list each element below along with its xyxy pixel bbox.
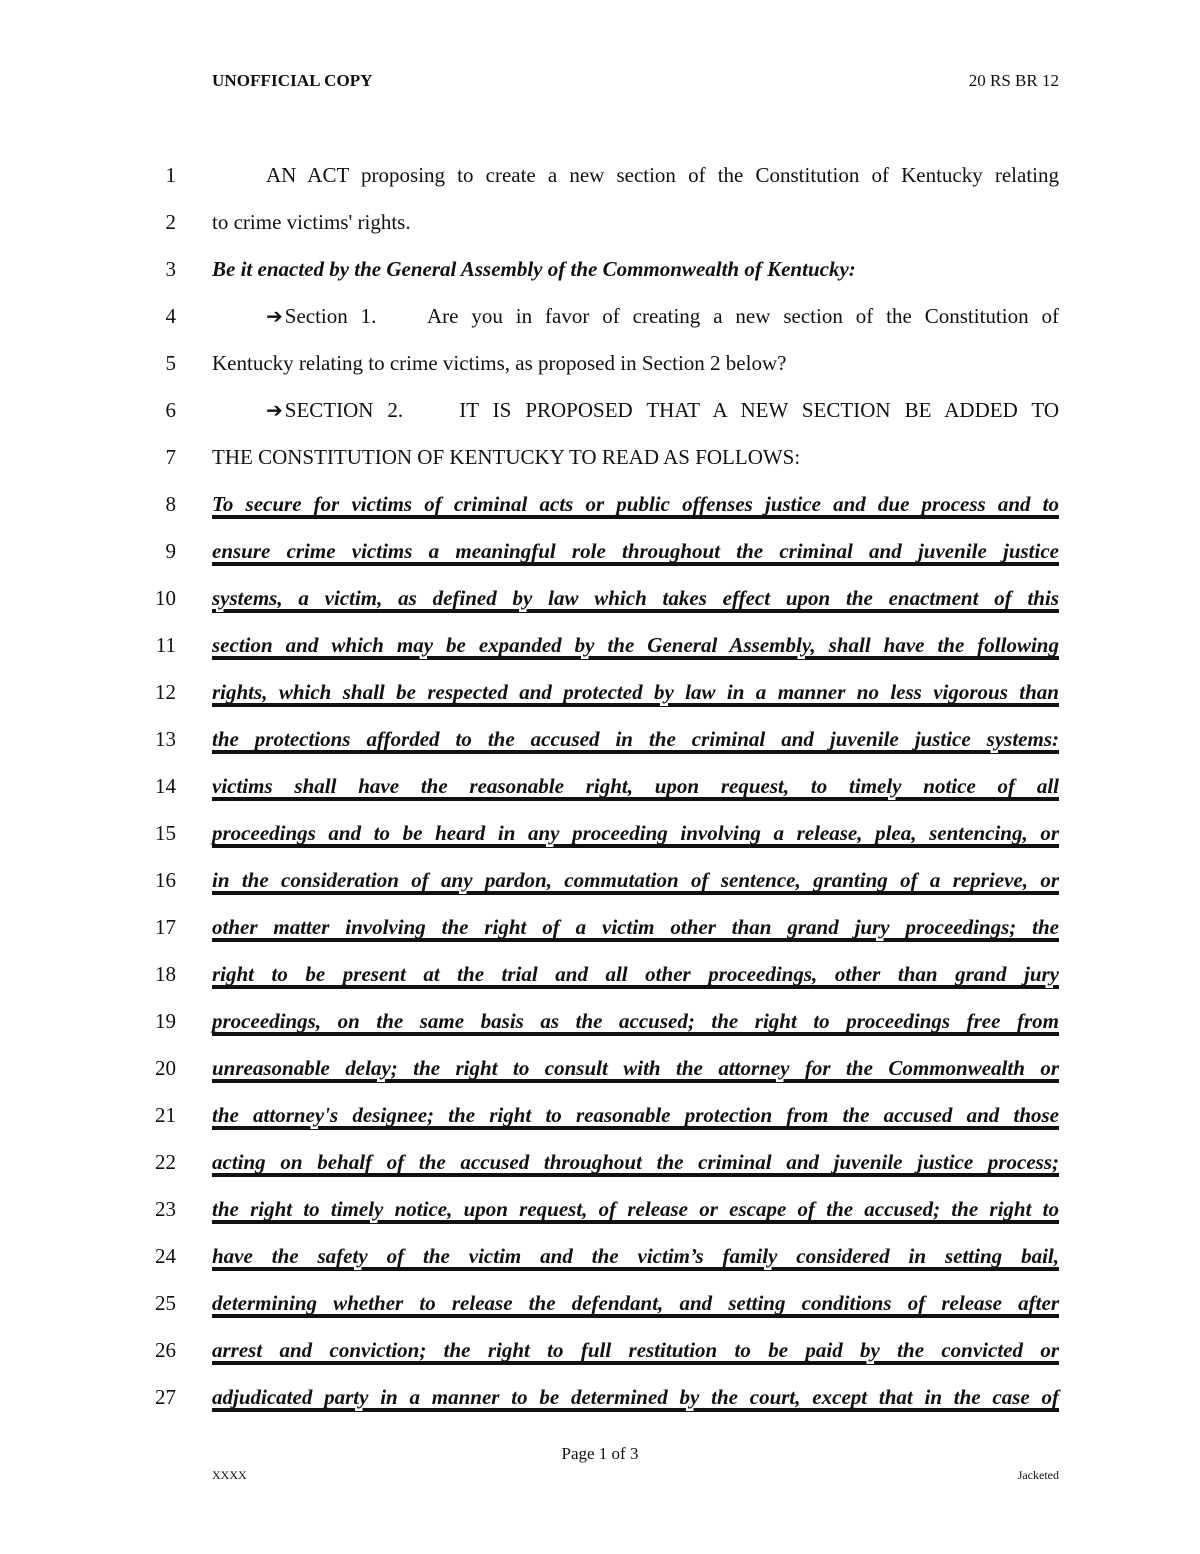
- new-text-line: [212, 1382, 1059, 1412]
- line-2: [0, 207, 1200, 254]
- underlined-new-text: in the consideration of any pardon, commutation of sentence, granting of a reprieve, or: [212, 868, 1059, 895]
- line-number: 7: [165, 445, 176, 469]
- new-text-line: [212, 818, 1059, 848]
- line-23: [0, 1194, 1200, 1241]
- line-text: AN ACT proposing to create a new section of the Constitution of Kentucky relating: [266, 163, 1059, 187]
- line-number: 17: [155, 915, 176, 939]
- underlined-new-text: other matter involving the right of a victim other than grand jury proceedings; the: [212, 915, 1059, 942]
- line-number: 15: [155, 821, 176, 845]
- new-text-line: [212, 1053, 1059, 1083]
- line-24: [0, 1241, 1200, 1288]
- line-number: 13: [155, 727, 176, 751]
- underlined-new-text: the attorney's designee; the right to reasonable protection from the accused and those: [212, 1103, 1059, 1130]
- section-2-heading: [212, 395, 1059, 425]
- line-number: 27: [155, 1385, 176, 1409]
- line-21: [0, 1100, 1200, 1147]
- new-text-line: [212, 583, 1059, 613]
- underlined-new-text: ensure crime victims a meaningful role throughout the criminal and juvenile justice: [212, 539, 1059, 566]
- new-text-line: [212, 630, 1059, 660]
- underlined-new-text: unreasonable delay; the right to consult with the attorney for the Commonwealth or: [212, 1056, 1059, 1083]
- line-number: 23: [155, 1197, 176, 1221]
- underlined-new-text: systems, a victim, as defined by law which takes effect upon the enactment of this: [212, 586, 1059, 613]
- line-text: THE CONSTITUTION OF KENTUCKY TO READ AS FOLLOWS:: [212, 445, 801, 469]
- new-text-line: [212, 724, 1059, 754]
- new-text-line: [212, 959, 1059, 989]
- underlined-new-text: rights, which shall be respected and protected by law in a manner no less vigorous than: [212, 680, 1059, 707]
- new-text-line: [212, 1194, 1059, 1224]
- line-number: 22: [155, 1150, 176, 1174]
- line-16: [0, 865, 1200, 912]
- line-number: 25: [155, 1291, 176, 1315]
- header-bill-number: 20 RS BR 12: [968, 71, 1059, 90]
- header-unofficial-copy: UNOFFICIAL COPY: [212, 71, 373, 90]
- line-3: [0, 254, 1200, 301]
- line-number: 14: [155, 774, 176, 798]
- line-number: 21: [155, 1103, 176, 1127]
- line-number: 26: [155, 1338, 176, 1362]
- underlined-new-text: victims shall have the reasonable right, upon request, to timely notice of all: [212, 774, 1059, 801]
- line-number: 6: [165, 398, 176, 422]
- new-text-line: [212, 1335, 1059, 1365]
- new-text-line: [212, 1147, 1059, 1177]
- line-text: Section 1. Are you in favor of creating a new section of the Constitution of: [284, 304, 1059, 328]
- new-text-line: [212, 536, 1059, 566]
- line-1: [0, 160, 1200, 207]
- underlined-new-text: proceedings and to be heard in any proceeding involving a release, plea, sentencing, or: [212, 821, 1059, 848]
- line-number: 4: [165, 304, 176, 328]
- line-22: [0, 1147, 1200, 1194]
- arrow-right-icon: ➔: [266, 304, 283, 328]
- new-text-line: [212, 1006, 1059, 1036]
- line-number: 10: [155, 586, 176, 610]
- new-text-line: [212, 1288, 1059, 1318]
- line-19: [0, 1006, 1200, 1053]
- line-12: [0, 677, 1200, 724]
- underlined-new-text: the protections afforded to the accused in the criminal and juvenile justice systems:: [212, 727, 1059, 754]
- line-8: [0, 489, 1200, 536]
- underlined-new-text: have the safety of the victim and the victim’s family considered in setting bail,: [212, 1244, 1059, 1271]
- underlined-new-text: proceedings, on the same basis as the accused; the right to proceedings free from: [212, 1009, 1059, 1036]
- underlined-new-text: determining whether to release the defendant, and setting conditions of release after: [212, 1291, 1059, 1318]
- new-text-line: [212, 1241, 1059, 1271]
- underlined-new-text: section and which may be expanded by the General Assembly, shall have the following: [212, 633, 1059, 660]
- line-10: [0, 583, 1200, 630]
- line-5: [0, 348, 1200, 395]
- new-text-line: [212, 1100, 1059, 1130]
- page-number: Page 1 of 3: [561, 1444, 639, 1463]
- line-number: 3: [165, 257, 176, 281]
- line-number: 9: [165, 539, 176, 563]
- footer-code: XXXX: [212, 1468, 247, 1482]
- line-14: [0, 771, 1200, 818]
- line-6: [0, 395, 1200, 442]
- line-number: 20: [155, 1056, 176, 1080]
- line-7: [0, 442, 1200, 489]
- enacting-clause: Be it enacted by the General Assembly of the Commonwealth of Kentucky:: [212, 257, 856, 281]
- line-26: [0, 1335, 1200, 1382]
- line-18: [0, 959, 1200, 1006]
- section-1-heading: [212, 301, 1059, 331]
- line-number: 1: [165, 163, 176, 187]
- new-text-line: [212, 912, 1059, 942]
- footer-status: Jacketed: [1017, 1468, 1059, 1482]
- line-20: [0, 1053, 1200, 1100]
- line-9: [0, 536, 1200, 583]
- line-17: [0, 912, 1200, 959]
- underlined-new-text: adjudicated party in a manner to be determined by the court, except that in the case of: [212, 1385, 1059, 1412]
- line-27: [0, 1382, 1200, 1429]
- line-15: [0, 818, 1200, 865]
- line-11: [0, 630, 1200, 677]
- underlined-new-text: the right to timely notice, upon request, of release or escape of the accused; the right to: [212, 1197, 1059, 1224]
- underlined-new-text: right to be present at the trial and all other proceedings, other than grand jury: [212, 962, 1059, 989]
- new-text-line: [212, 771, 1059, 801]
- line-25: [0, 1288, 1200, 1335]
- underlined-new-text: arrest and conviction; the right to full restitution to be paid by the convicted or: [212, 1338, 1059, 1365]
- new-text-line: [212, 865, 1059, 895]
- line-text: SECTION 2. IT IS PROPOSED THAT A NEW SECTION BE ADDED TO: [284, 398, 1059, 422]
- line-text: to crime victims' rights.: [212, 210, 411, 234]
- line-number: 19: [155, 1009, 176, 1033]
- underlined-new-text: acting on behalf of the accused throughout the criminal and juvenile justice process;: [212, 1150, 1059, 1177]
- line-number: 8: [165, 492, 176, 516]
- line-number: 24: [155, 1244, 176, 1268]
- line-number: 11: [155, 633, 176, 657]
- new-text-line: [212, 489, 1059, 519]
- line-number: 12: [155, 680, 176, 704]
- line-number: 18: [155, 962, 176, 986]
- line-number: 2: [165, 210, 176, 234]
- line-4: [0, 301, 1200, 348]
- line-number: 16: [155, 868, 176, 892]
- underlined-new-text: To secure for victims of criminal acts or public offenses justice and due process and to: [212, 492, 1059, 519]
- arrow-right-icon: ➔: [266, 398, 283, 422]
- new-text-line: [212, 677, 1059, 707]
- line-text: Kentucky relating to crime victims, as proposed in Section 2 below?: [212, 351, 787, 375]
- line-number: 5: [165, 351, 176, 375]
- line-13: [0, 724, 1200, 771]
